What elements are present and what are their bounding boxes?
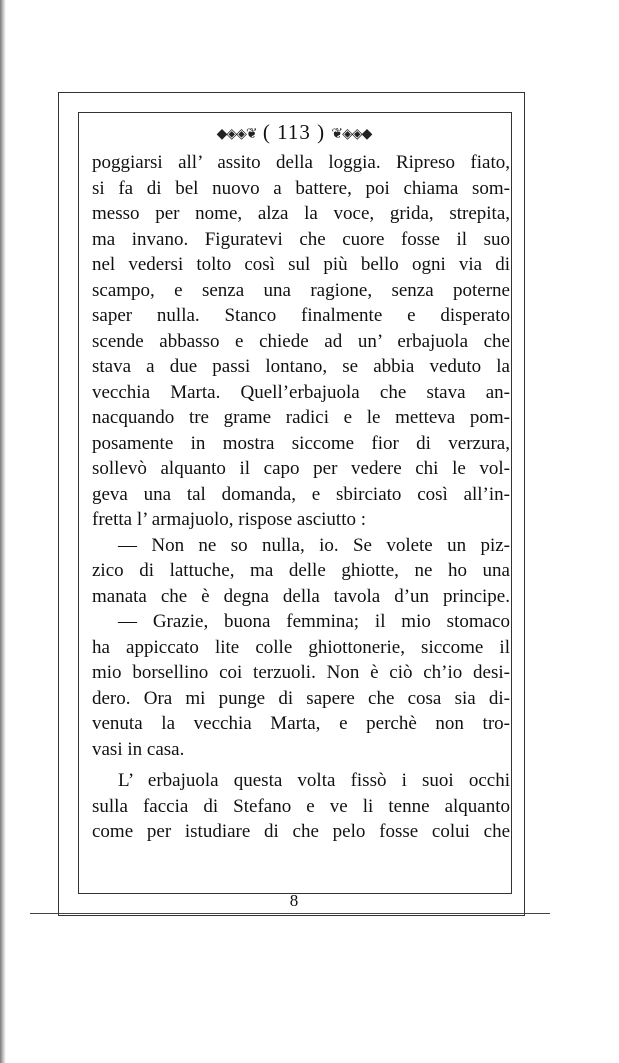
text-line: fretta l’ armajuolo, rispose asciutto : xyxy=(92,509,367,530)
text-line: venuta la vecchia Marta, e perchè non tro- xyxy=(92,713,510,734)
text-line: scende abbasso e chiede ad un’ erbajuola che xyxy=(92,330,510,352)
text-line: come per istudiare di che pelo fosse colui che xyxy=(92,821,510,842)
text-line: L’ erbajuola questa volta fissò i suoi occhi xyxy=(118,770,510,791)
signature-mark: 8 xyxy=(289,891,299,910)
text-line: saper nulla. Stanco finalmente e disperato xyxy=(92,305,510,326)
text-line: — Grazie, buona femmina; il mio stomaco xyxy=(118,611,510,632)
text-line: ma invano. Figuratevi che cuore fosse il suo xyxy=(92,228,510,250)
text-line: scampo, e senza una ragione, senza poterne xyxy=(92,279,510,301)
text-line: poggiarsi all’ assito della loggia. Ripreso fiato, xyxy=(92,152,510,173)
text-line: stava a due passi lontano, se abbia veduto la xyxy=(92,356,510,377)
text-line: manata che è degna della tavola d’un principe. xyxy=(92,585,510,607)
page-number: ( 113 ) xyxy=(262,120,326,144)
left-ornament: ◆◈◈❦ xyxy=(216,126,257,142)
text-line: zico di lattuche, ma delle ghiotte, ne ho una xyxy=(92,560,510,581)
text-line: messo per nome, alza la voce, grida, strepita, xyxy=(92,203,510,224)
text-line: sollevò alquanto il capo per vedere chi le vol- xyxy=(92,458,510,479)
bottom-rule xyxy=(30,913,550,914)
right-ornament: ❦◈◈◆ xyxy=(331,126,372,142)
text-line: dero. Ora mi punge di sapere che cosa sia di- xyxy=(92,687,510,709)
page-edge-shadow xyxy=(0,0,6,1063)
text-line: si fa di bel nuovo a battere, poi chiama som- xyxy=(92,177,510,199)
body-text xyxy=(92,150,510,845)
text-line: mio borsellino coi terzuoli. Non è ciò ch’io desi- xyxy=(92,662,510,683)
text-line: nacquando tre grame radici e le metteva pom- xyxy=(92,407,510,428)
text-line: ha appiccato lite colle ghiottonerie, siccome il xyxy=(92,636,510,658)
page-header xyxy=(78,120,510,145)
text-line: geva una tal domanda, e sbirciato così all’in- xyxy=(92,483,510,505)
text-line: nel vedersi tolto così sul più bello ogni via di xyxy=(92,254,510,275)
text-line: posamente in mostra siccome fior di verzura, xyxy=(92,432,510,454)
text-line: sulla faccia di Stefano e ve li tenne alquanto xyxy=(92,795,510,817)
text-line: — Non ne so nulla, io. Se volete un piz- xyxy=(118,534,510,556)
text-line: vasi in casa. xyxy=(92,738,185,760)
text-line: vecchia Marta. Quell’erbajuola che stava an- xyxy=(92,381,510,403)
